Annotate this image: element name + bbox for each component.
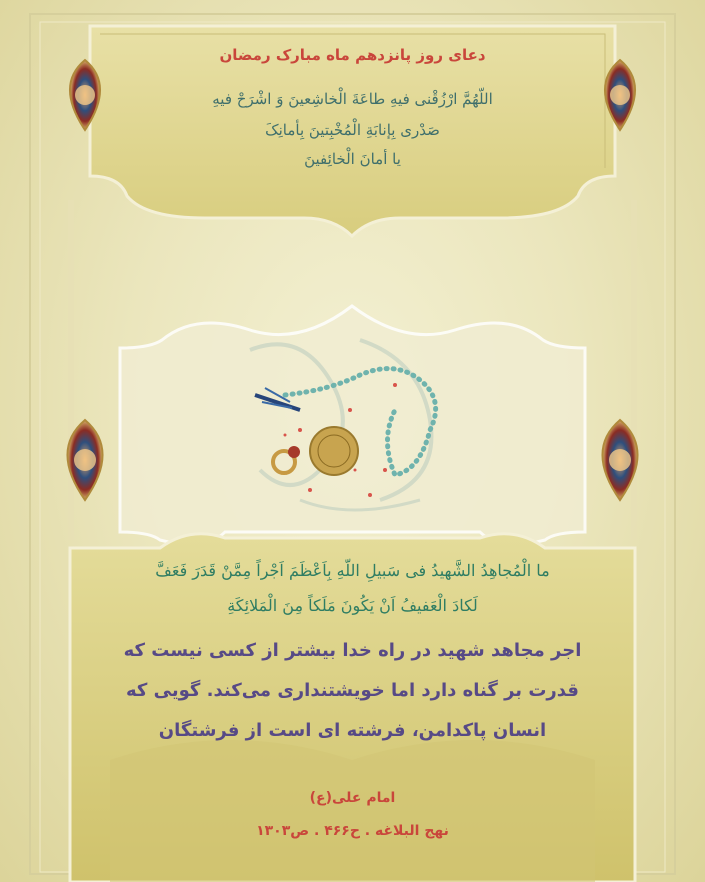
dua-title: دعای روز پانزدهم ماه مبارک رمضان (219, 46, 486, 64)
dua-line-3: یا أمانَ الْخائِفینَ (304, 150, 401, 168)
hadith-arabic-line-2: لَکادَ الْعَفیفُ اَنْ یَکُونَ مَلَکاً مِنَ الْمَلائِکَةِ (227, 596, 478, 615)
source-name: امام علی(ع) (309, 790, 396, 806)
dua-line-1: اللّهُمَّ ارْزُقْنی فیهِ طاعَةَ الْخاشِعینَ وَ اشْرَحْ فیهِ (212, 90, 493, 108)
hadith-persian-line-1: اجر مجاهد شهید در راه خدا بیشتر از کسی نیست که (123, 640, 582, 661)
hadith-arabic-line-1: ما الْمُجاهِدُ الشَّهیدُ فی سَبیلِ اللّهِ بِاَعْظَمَ اَجْراً مِمَّنْ قَدَرَ فَعَفَّ (155, 561, 550, 580)
hadith-persian-line-2: قدرت بر گناه دارد اما خویشتنداری می‌کند. گویی که (126, 680, 579, 701)
seal-coin (310, 427, 358, 475)
dua-line-2: صَدْری بِإنابَةِ الْمُخْبِتینَ بِأمانِکَ (265, 121, 440, 139)
hadith-persian-line-3: انسان پاکدامن، فرشته ای است از فرشتگان (158, 720, 547, 741)
source-reference: نهج البلاغه . ح۴۶۶ . ص۱۳۰۳ (256, 823, 449, 839)
